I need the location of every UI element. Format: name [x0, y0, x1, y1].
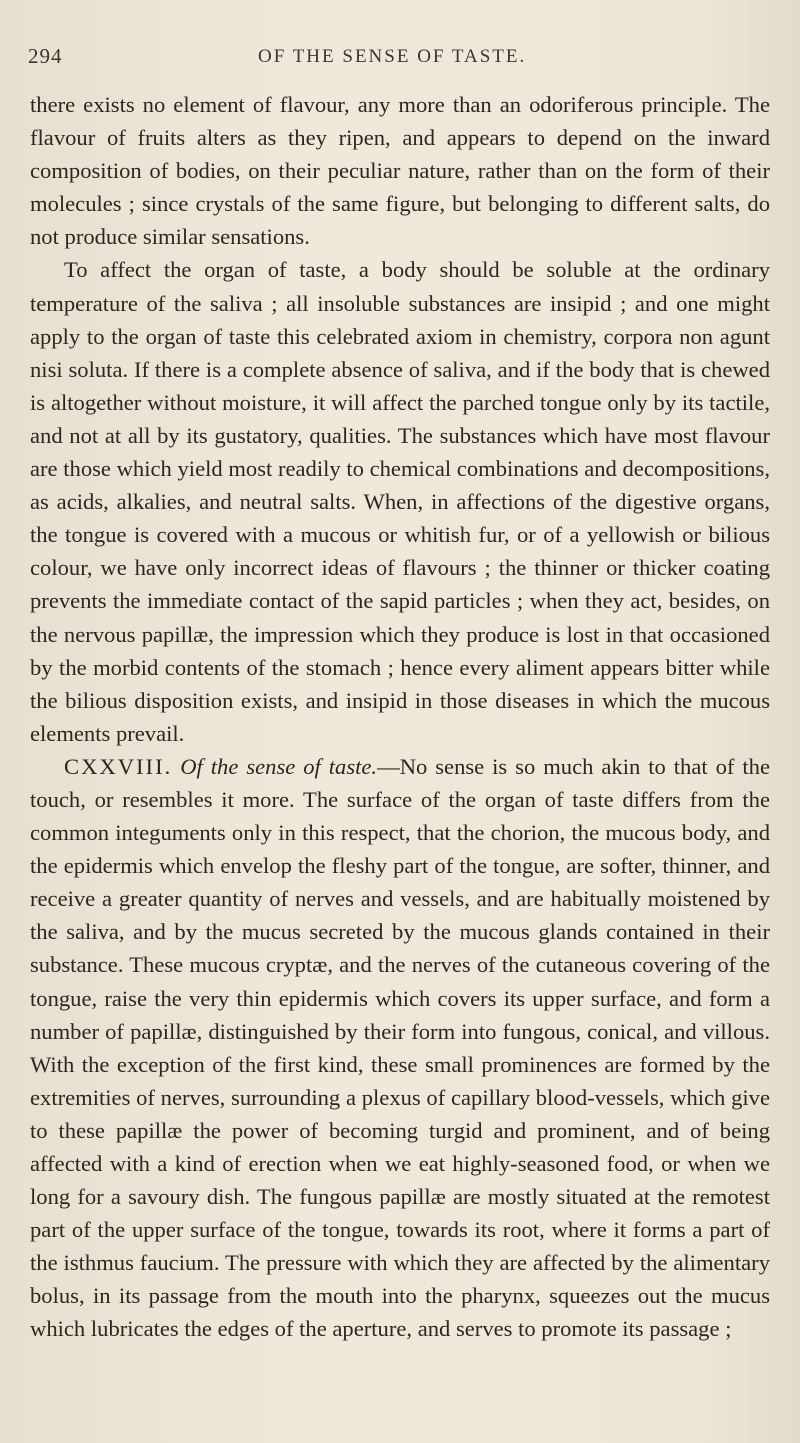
page-header	[28, 44, 760, 74]
section-number: CXXVIII.	[64, 753, 173, 779]
running-head: OF THE SENSE OF TASTE.	[258, 46, 527, 67]
body-text	[30, 88, 770, 1346]
page-number: 294	[28, 44, 63, 68]
paragraph-2: To affect the organ of taste, a body should be soluble at the ordinary temperature of the saliva ; all insoluble substances are insipid ; and one might apply to the organ of taste this celebrated axiom in chemistry, corpora non agunt nisi soluta. If there is a complete absence of saliva, and if the body that is chewed is altogether without moisture, it will affect the parched tongue only by its tactile, and not at all by its gustatory, qualities. The substances which have most flavour are those which yield most readily to chemical combinations and decompositions, as acids, alkalies, and neutral salts. When, in affections of the digestive organs, the tongue is covered with a mucous or whitish fur, or of a yellowish or bilious colour, we have only incorrect ideas of flavours ; the thinner or thicker coating prevents the immediate contact of the sapid particles ; when they act, besides, on the nervous papillæ, the impression which they produce is lost in that occasioned by the morbid contents of the stomach ; hence every aliment appears bitter while the bilious disposition exists, and insipid in those diseases in which the mucous elements prevail.	[30, 257, 770, 746]
paragraph-1: there exists no element of flavour, any more than an odoriferous principle. The flavour of fruits alters as they ripen, and appears to depend on the inward composition of bodies, on their peculiar nature, rather than on the form of their molecules ; since crystals of the same figure, but belonging to different salts, do not produce similar sensations.	[30, 92, 770, 250]
section-title: Of the sense of taste.	[180, 753, 378, 779]
paragraph-3-text: —No sense is so much akin to that of the touch, or resembles it more. The surface of the organ of taste differs from the common integuments only in this respect, that the chorion, the mucous body, and the epidermis which envelop the fleshy part of the tongue, are softer, thinner, and receive a greater quantity of nerves and vessels, and are habitually moistened by the saliva, and by the mucus secreted by the mucous glands contained in their substance. These mucous cryptæ, and the nerves of the cutaneous covering of the tongue, raise the very thin epidermis which covers its upper surface, and form a number of papillæ, distinguished by their form into fungous, conical, and villous. With the exception of the first kind, these small prominences are formed by the extremities of nerves, surrounding a plexus of capillary blood-vessels, which give to these papillæ the power of becoming turgid and prominent, and of being affected with a kind of erection when we eat highly-seasoned food, or when we long for a savoury dish. The fungous papillæ are mostly situated at the remotest part of the upper surface of the tongue, towards its root, where it forms a part of the isthmus faucium. The pressure with which they are affected by the alimentary bolus, in its passage from the mouth into the pharynx, squeezes out the mucus which lubricates the edges of the aperture, and serves to promote its passage ;	[30, 753, 770, 1342]
paragraph-3	[30, 750, 770, 1346]
